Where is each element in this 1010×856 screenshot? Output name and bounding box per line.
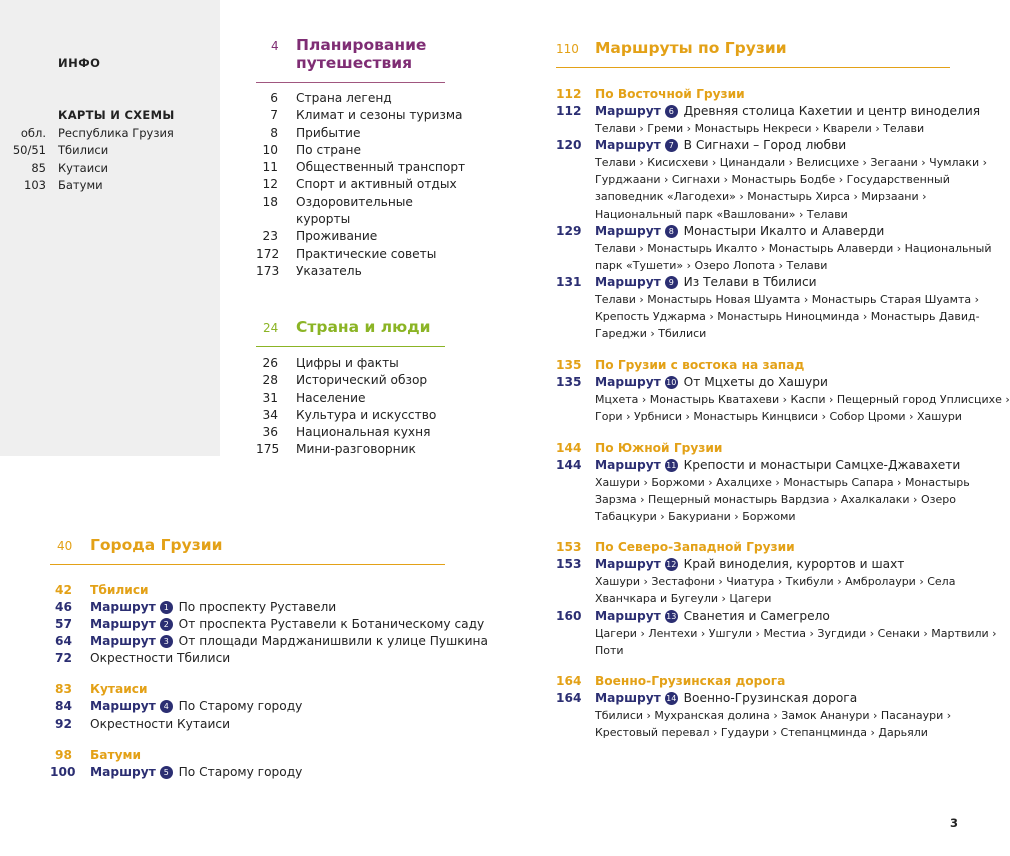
planning-title[interactable]: Планирование путешествия bbox=[296, 36, 427, 72]
route-stops: Цагери › Лентехи › Ушгули › Местиа › Зугдиди › Сенаки › Мартвили › Поти bbox=[595, 627, 997, 658]
route-number-badge: 9 bbox=[665, 276, 678, 289]
route-number-badge: 3 bbox=[160, 635, 173, 648]
route-number-badge: 8 bbox=[665, 225, 678, 238]
route-number-badge: 12 bbox=[666, 560, 677, 569]
maps-list bbox=[12, 125, 174, 194]
planning-page-number: 4 bbox=[271, 39, 279, 53]
route-stops: Хашури › Зестафони › Чиатура › Ткибули › Амбролаури › Села Хванчкара и Бугеули › Цагери bbox=[595, 575, 956, 606]
route-number-badge: 2 bbox=[160, 618, 173, 631]
route-number-badge: 11 bbox=[666, 461, 677, 470]
cities-title[interactable]: Города Грузии bbox=[90, 536, 223, 554]
route-stops: Хашури › Боржоми › Ахалцихе › Монастырь Сапара › Монастырь Зарзма › Пещерный монастырь Вардзиа › Ахалкалаки › Озеро Табацкури › Бакуриани › Боржоми bbox=[595, 476, 970, 524]
route-stops: Тбилиси › Мухранская долина › Замок Ананури › Пасанаури › Крестовый перевал › Гудаури › Степанцминда › Дарьяли bbox=[595, 709, 952, 740]
route-stops: Мцхета › Монастырь Кватахеви › Каспи › Пещерный город Уплисцихе › Гори › Урбниси › Монастырь Кинцвиси › Собор Цроми › Хашури bbox=[595, 393, 1010, 424]
map-entry[interactable]: 50/51 Тбилиси bbox=[12, 143, 109, 158]
route-number-badge: 4 bbox=[160, 700, 173, 713]
route-number-badge: 13 bbox=[666, 612, 677, 621]
route-number-badge: 14 bbox=[666, 694, 677, 703]
route-number-badge: 7 bbox=[665, 139, 678, 152]
route-number-badge: 1 bbox=[160, 601, 173, 614]
planning-divider bbox=[256, 82, 445, 83]
page-number: 3 bbox=[950, 816, 959, 830]
info-panel bbox=[0, 0, 220, 456]
cities-page-number: 40 bbox=[57, 539, 73, 553]
route-stops: Телави › Монастырь Икалто › Монастырь Алаверди › Национальный парк «Тушети» › Озеро Лопота › Телави bbox=[595, 242, 992, 273]
routes-page-number: 110 bbox=[556, 42, 579, 56]
route-stops: Телави › Монастырь Новая Шуамта › Монастырь Старая Шуамта › Крепость Уджарма › Монастырь Ниноцминда › Монастырь Давид- Гареджи › Тбилиси bbox=[595, 293, 980, 341]
routes-divider bbox=[556, 67, 950, 68]
map-entry[interactable]: 85 Кутаиси bbox=[31, 160, 108, 175]
routes-title[interactable]: Маршруты по Грузии bbox=[595, 39, 787, 57]
route-number-badge: 5 bbox=[160, 766, 173, 779]
route-number-badge: 6 bbox=[665, 105, 678, 118]
cities-divider bbox=[50, 564, 445, 565]
map-entry[interactable]: 103 Батуми bbox=[24, 177, 103, 192]
country-title[interactable]: Страна и люди bbox=[296, 318, 431, 336]
country-page-number: 24 bbox=[263, 321, 279, 335]
map-entry[interactable]: обл. Республика Грузия bbox=[20, 126, 174, 140]
route-number-badge: 10 bbox=[666, 378, 677, 387]
country-divider bbox=[256, 346, 445, 347]
info-heading: ИНФО bbox=[58, 56, 101, 70]
route-stops: Телави › Кисисхеви › Цинандали › Велисцихе › Зегаани › Чумлаки › Гурджаани › Сигнахи › Монастырь Бодбе › Государственный заповедник «Лагодехи» › Монастырь Хирса › Мирзаани › Национальный парк «Вашловани» › Телави bbox=[595, 156, 987, 221]
route-stops: Телави › Греми › Монастырь Некреси › Кварели › Телави bbox=[595, 122, 925, 135]
maps-heading: КАРТЫ И СХЕМЫ bbox=[58, 108, 175, 122]
